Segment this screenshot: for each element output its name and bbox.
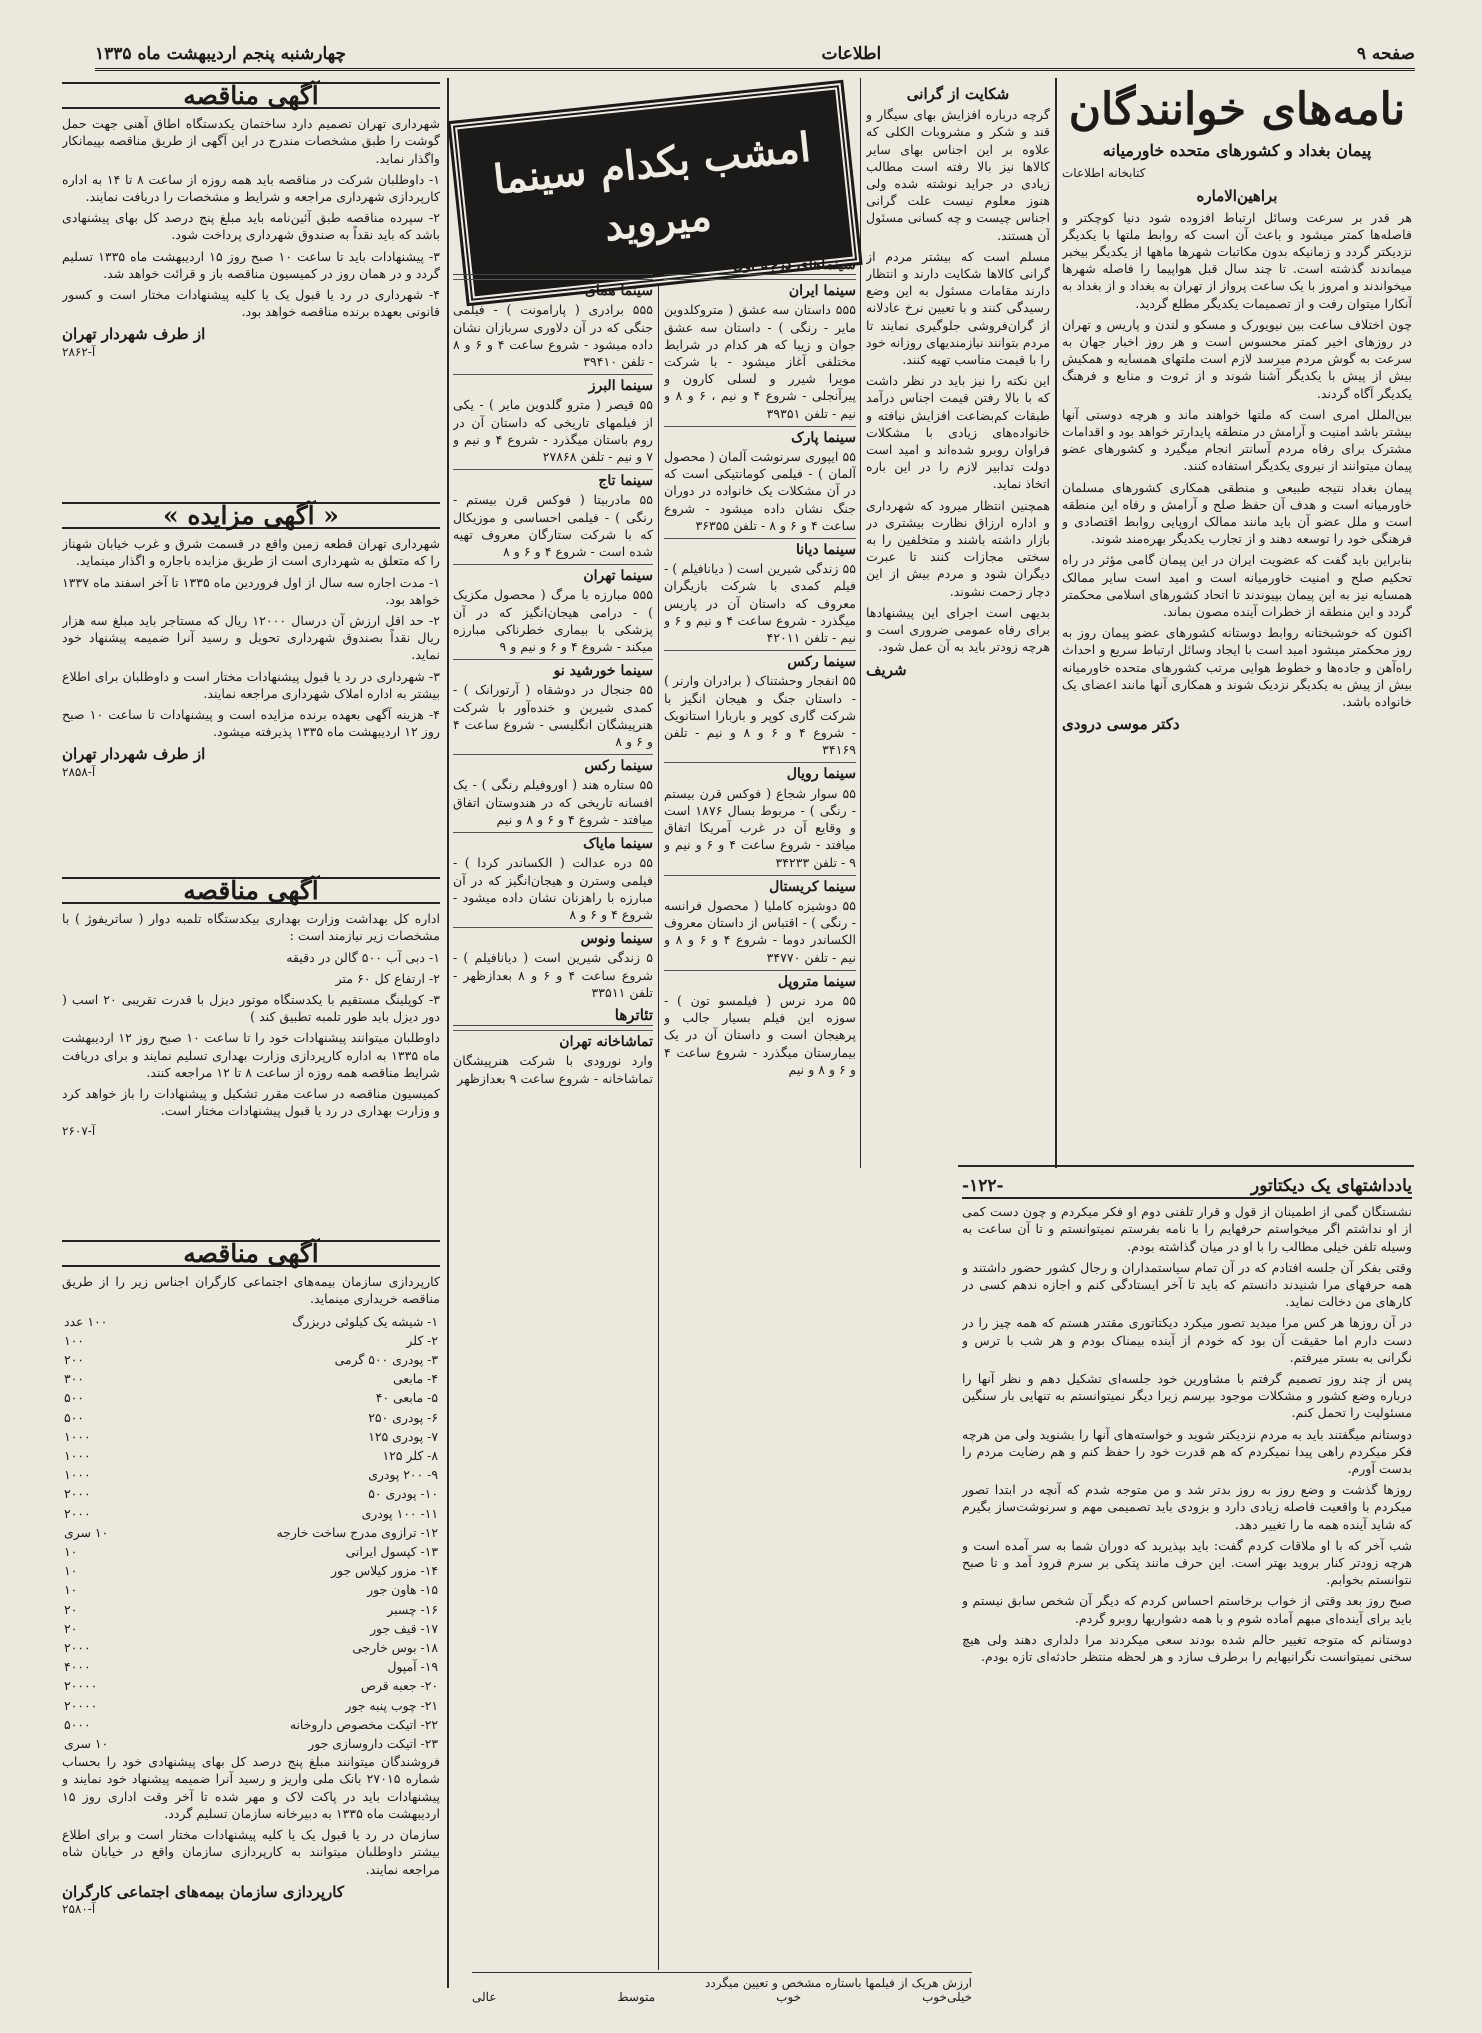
- cinema-listing: ۵۵۵ مبارزه با مرگ ( محصول مکزیک ) - درامی هیجان‌انگیز که در آن پزشکی با بیماری خطرناکی مبارزه میکند - شروع ۴ و ۶ و نیم و ۹: [453, 587, 653, 655]
- item-name: ۱۱- ۱۰۰ پودری: [361, 1505, 438, 1521]
- ad-paragraph: اداره کل بهداشت وزارت بهداری بیکدستگاه تلمبه دوار ( ساتریفوژ ) با مشخصات زیر نیازمند است :: [62, 911, 440, 944]
- cinema-name: سینما پارک: [664, 426, 856, 447]
- item-name: ۱۸- بوس خارجی: [352, 1640, 438, 1656]
- memoir-paragraph: صبح روز بعد وقتی از خواب برخاستم احساس کردم که دیگر آن شخص سابق نیستم و باید برای آینده‌ای مبهم آماده شوم و با همه دشواریها روبرو گردم.: [962, 1593, 1412, 1626]
- item-name: ۳- پودری ۵۰۰ گرمی: [334, 1352, 438, 1368]
- memoir-paragraph: دوستانم میگفتند باید به مردم نزدیکتر شوید و خواسته‌های آنها را بشنوید ولی من هرچه فکر میکردم راهی پیدا نمیکردم که هم قدرت خود را حفظ کنم و هم رضایت مردم را بدست آورم.: [962, 1426, 1412, 1477]
- item-name: ۲۱- چوب پنبه جور: [345, 1697, 438, 1713]
- cinema-listing: ۵۵ دوشیزه کاملیا ( محصول فرانسه - رنگی ) - اقتباس از داستان معروف الکساندر دوما - شروع ۴ و ۶ و ۸ و نیم - تلفن ۳۴۷۷۰: [664, 897, 856, 965]
- ad-paragraph: ۱- دبی آب ۵۰۰ گالن در دقیقه: [286, 949, 440, 965]
- item-quantity: ۱۰: [64, 1563, 78, 1579]
- complaint-signature: شریف: [866, 660, 907, 679]
- memoir-paragraph: پس از چند روز تصمیم گرفتم با مشاورین خود جلسه‌ای تشکیل دهم و نظر آنها را درباره وضع کشور و مشکلات موجود بپرسم زیرا دیگر نمیتوانستم به تنهایی بار سنگین مسئولیت را تحمل کنم.: [962, 1371, 1412, 1421]
- item-row: [62, 1369, 440, 1388]
- cinema-name: سینما مایاک: [453, 832, 653, 853]
- item-name: ۵- مابعی ۴۰: [375, 1390, 438, 1406]
- ad-signature: از طرف شهردار تهران: [62, 325, 206, 344]
- item-row: [62, 1484, 440, 1503]
- item-name: ۲- کلر: [406, 1332, 438, 1348]
- ad-paragraph: ۴- شهرداری در رد یا قبول یک یا کلیه پیشنهادات مختار است و کسور قانونی بعهده برنده مناقصه خواهد بود.: [62, 287, 440, 320]
- ad-title: آگهی مناقصه: [62, 877, 440, 904]
- complaint-paragraph: بدیهی است اجرای این پیشنهادها برای رفاه عمومی ضروری است و هرچه زودتر باید به آن عمل شود.: [866, 604, 1050, 655]
- cinema-listing: ۵۵۵ برادری ( پارامونت ) - فیلمی جنگی که در آن دلاوری سربازان نشان داده میشود - شروع ساعت ۴ و ۶ و ۸ - تلفن ۳۹۴۱۰: [453, 302, 653, 370]
- ad-tender-3: [62, 1238, 440, 1998]
- cinema-name: سینما رویال: [664, 762, 856, 783]
- item-row: [62, 1350, 440, 1369]
- memoir-series-number: -۱۲۲-: [962, 1178, 1004, 1196]
- cinema-name: سینما ونوس: [453, 927, 653, 948]
- memoir-paragraph: شب آخر که با او ملاقات کردم گفت: باید بپذیرید که دوران شما به سر آمده است و هرچه زودتر کنار بروید بهتر است. این حرف مانند پتکی بر سرم فرود آمد و تا صبح نتوانستم بخوابم.: [962, 1537, 1412, 1588]
- item-row: [62, 1715, 440, 1734]
- item-quantity: ۲۰۰۰: [64, 1640, 91, 1656]
- cinema-listing: ۵ زندگی شیرین است ( دیانافیلم ) - شروع ساعت ۴ و ۶ و ۸ بعدازظهر - تلفن ۳۳۵۱۱: [453, 950, 653, 1000]
- ad-paragraph: شهرداری تهران تصمیم دارد ساختمان یکدستگاه اطاق آهنی جهت حمل گوشت را طبق مشخصات مندرج در این آگهی از طریق مناقصه بپیمانکار واگذار نماید.: [62, 116, 440, 166]
- cinema-list: [664, 279, 856, 1078]
- items-table: [62, 1312, 440, 1754]
- item-row: [62, 1619, 440, 1638]
- item-quantity: ۵۰۰۰: [64, 1716, 91, 1732]
- ad-auction: [62, 500, 440, 880]
- item-name: ۴- مابعی: [393, 1371, 438, 1387]
- ad-reference: آ-۲۸۶۲: [62, 344, 96, 359]
- cinema-name: سینما البرز: [453, 374, 653, 395]
- theater-text: وارد نورودی با شرکت هنرپیشگان تماشاخانه - شروع ساعت ۹ بعدازظهر: [453, 1053, 653, 1086]
- letters-paragraph: پیمان بغداد نتیجه طبیعی و منطقی همکاری کشورهای مسلمان خاورمیانه است و هدف آن حفظ صلح و آرامش و رفاه این منطقه است و ملل عضو آن باید مانند ممالک اروپایی روابط اقتصادی و فرهنگی خود را توسعه دهند و از تجارب یکدیگر بهره‌مند شوند.: [1062, 479, 1412, 547]
- item-name: ۹- ۲۰۰ پودری: [368, 1467, 438, 1483]
- letters-paragraph: هر قدر بر سرعت وسائل ارتباط افزوده شود دنیا کوچکتر و فاصله‌ها کمتر میشود و باعث آن است که روابط ملتها با یکدیگر نزدیکتر گردد و زمانیکه بدون مکاتبات شهرها ماهها از یکدیگر بیخبر میماندند گذشته است. تا چند سال قبل هواپیما را فاصله شهرها میخواندند و امروز با یک ساعت پرواز از تهران به بغداد و از بغداد به آنکارا میتوان رفت و از تصمیمات یکدیگر مطلع گردید.: [1062, 209, 1412, 311]
- ad-paragraph: ۱- داوطلبان شرکت در مناقصه باید همه روزه از ساعت ۸ تا ۱۴ به اداره کارپردازی شهرداری مراجعه و شرایط و مشخصات را دریافت نمایند.: [62, 171, 440, 205]
- theaters-title: تئاترها: [453, 1007, 653, 1026]
- cinema-listing: ۵۵ مادربیتا ( فوکس قرن بیستم - رنگی ) - فیلمی احساسی و موزیکال که با شرکت ستارگان معروف تهیه شده است - شروع ۴ و ۶ و ۸: [453, 492, 653, 560]
- column-rule: [658, 245, 659, 1970]
- complaint-paragraph: گرچه درباره افزایش بهای سیگار و قند و شکر و مشروبات الکلی که علاوه بر این اجناس بهای سایر کالاها نیز بالا رفته است مطالب زیادی در جراید نوشته شده ولی هنوز معلوم نیست علت گرانی اجناس چیست و چه کسانی مسئول آن هستند.: [866, 107, 1050, 243]
- ad-paragraph: ۴- هزینه آگهی بعهده برنده مزایده است و پیشنهادات تا ساعت ۱۰ صبح روز ۱۲ اردیبهشت ماه ۱۳۳۵ پذیرفته میشود.: [62, 707, 440, 740]
- item-row: [62, 1504, 440, 1523]
- issue-date: چهارشنبه پنجم اردیبهشت ماه ۱۳۳۵: [95, 44, 346, 64]
- item-row: [62, 1600, 440, 1619]
- letters-title: نامه‌های خوانندگان: [1068, 84, 1406, 135]
- ad-paragraph: سازمان در رد یا قبول یک یا کلیه پیشنهادات مختار است و برای اطلاع بیشتر داوطلبان میتوانند به کارپردازی سازمان واقع در خیابان شاه مراجعه نمایند.: [62, 1827, 440, 1877]
- item-row: [62, 1676, 440, 1695]
- item-row: [62, 1542, 440, 1561]
- memoir-paragraph: در آن روزها هر کس مرا میدید تصور میکرد دیکتاتوری مقتدر هستم که همه چیز را در دست دارم اما حقیقت آن بود که خودم از آینده بیمناک بودم و هر شب با ترس و نگرانی به بستر میرفتم.: [962, 1315, 1412, 1365]
- cinema-name: سینما تاج: [453, 469, 653, 490]
- legend-title: ارزش هریک از فیلمها باستاره مشخص و تعیین میگردد: [705, 1976, 972, 1990]
- item-name: ۱۲- ترازوی مدرج ساخت خارجه: [276, 1524, 438, 1540]
- item-name: ۲۲- اتیکت مخصوص داروخانه: [289, 1716, 438, 1732]
- item-row: [62, 1657, 440, 1676]
- item-row: [62, 1696, 440, 1715]
- ad-paragraph: ۳- پیشنهادات باید تا ساعت ۱۰ صبح روز ۱۵ اردیبهشت ماه ۱۳۳۵ تسلیم گردد و در همان روز در کمیسیون مناقصه باز و قرائت خواهد شد.: [62, 248, 440, 281]
- item-row: [62, 1312, 440, 1331]
- ad-paragraph: کمیسیون مناقصه در ساعت مقرر تشکیل و پیشنهادات را باز خواهد کرد و وزارت بهداری در رد یا قبول پیشنهادات مختار است.: [62, 1086, 440, 1119]
- memoir-column: [962, 1178, 1412, 1988]
- ad-paragraph: ۳- کوپلینگ مستقیم با یکدستگاه موتور دیزل با قدرت تقریبی ۲۰ اسب ( دور دیزل باید طور تلمبه تطبیق کند ): [62, 992, 440, 1025]
- item-name: ۱۵- هاون جور: [367, 1582, 438, 1598]
- complaint-column: [866, 80, 1050, 1165]
- ad-paragraph: داوطلبان میتوانند پیشنهادات خود را تا ساعت ۱۰ صبح روز ۱۲ اردیبهشت ماه ۱۳۳۵ به اداره کارپردازی وزارت بهداری تسلیم نمایند و برای دریافت شرایط مناقصه همه روزه از ساعت ۸ تا ۱۲ مراجعه کنند.: [62, 1030, 440, 1080]
- ad-title: آگهی مناقصه: [62, 1240, 440, 1267]
- letters-paragraph: اکنون که خوشبختانه روابط دوستانه کشورهای عضو پیمان روز به روز محکمتر میشود امید است با ایجاد وسائل ارتباط سریع و احداث راه‌آهن و جاده‌ها و خطوط هوایی مرتب کشورهای متحده خاورمیانه بیش از پیش به یکدیگر نزدیک شوند و همکاری آنها مانند اعضای یک خانواده باشد.: [1062, 625, 1412, 710]
- theater-name: تماشاخانه تهران: [453, 1030, 653, 1051]
- item-name: ۱۴- مزور کیلاس جور: [331, 1563, 438, 1579]
- cinema-listing: ۵۵ جنجال در دوشقاه ( آرتورانک ) - کمدی شیرین و خنده‌آور با شرکت هنرپیشگان انگلیسی - شروع ساعت ۴ و ۶ و ۸: [453, 682, 653, 750]
- item-quantity: ۱۰: [64, 1582, 78, 1598]
- item-row: [62, 1734, 440, 1753]
- complaint-paragraph: مسلم است که بیشتر مردم از گرانی کالاها شکایت دارند و انتظار دارند مقامات مسئول به این وضع رسیدگی کنند و با تعیین نرخ عادلانه از گران‌فروشی جلوگیری نمایند تا مردم بتوانند نیازمندیهای روزانه خود را با قیمت مناسب تهیه کنند.: [866, 248, 1050, 368]
- item-quantity: ۲۰۰: [64, 1352, 84, 1368]
- item-quantity: ۱۰۰: [64, 1332, 84, 1348]
- cinema-banner: امشب بکدام سینما میروید: [451, 83, 860, 303]
- rating-legend: [472, 1972, 972, 2004]
- ad-paragraph: ۱- مدت اجاره سه سال از اول فروردین ماه ۱۳۳۵ تا آخر اسفند ماه ۱۳۳۷ خواهد بود.: [62, 574, 440, 607]
- item-quantity: ۵۰۰: [64, 1409, 84, 1425]
- item-name: ۷- پودری ۱۲۵: [368, 1428, 438, 1444]
- item-name: ۱۶- چسبر: [387, 1601, 438, 1617]
- item-name: ۱۹- آمپول: [387, 1659, 438, 1675]
- item-name: ۲۰- جعبه قرص: [360, 1678, 438, 1694]
- item-quantity: ۲۰۰۰: [64, 1486, 91, 1502]
- memoir-paragraph: روزها گذشت و وضع روز به روز بدتر شد و من متوجه شدم که آنچه در ابتدا تصور میکردم با واقعیت فاصله زیادی دارد و بزودی باید تصمیمی مهم و سرنوشت‌ساز بگیرم که شاید آینده همه ما را تغییر دهد.: [962, 1482, 1412, 1532]
- item-quantity: ۱۰۰۰: [64, 1428, 91, 1444]
- item-quantity: ۲۰: [64, 1601, 78, 1617]
- item-quantity: ۳۰۰: [64, 1371, 84, 1387]
- ad-paragraph: ۲- سپرده مناقصه طبق آئین‌نامه باید مبلغ پنج درصد کل بهای پیشنهادی باشد که باید نقداً به صندوق شهرداری پرداخت شود.: [62, 210, 440, 243]
- item-quantity: ۱۰۰ عدد: [64, 1313, 108, 1329]
- ad-paragraph: شهرداری تهران قطعه زمین واقع در قسمت شرق و غرب خیابان شهناز را که متعلق به شهرداری است از طریق مزایده باجاره و اگذار مینماید.: [62, 536, 440, 569]
- cinema-list: [453, 279, 653, 1001]
- item-row: [62, 1408, 440, 1427]
- cinema-name: سینما رکس: [664, 650, 856, 671]
- item-quantity: ۲۰: [64, 1620, 78, 1636]
- item-name: ۱۰- پودری ۵۰: [368, 1486, 438, 1502]
- ad-title: « آگهی مزایده »: [62, 502, 440, 529]
- cinema-name: سینما کریستال: [664, 875, 856, 896]
- legend-level: عالی: [472, 1990, 497, 2004]
- cinema-first-class: [664, 250, 856, 1950]
- memoir-series-label: یادداشتهای یک دیکتاتور: [1251, 1178, 1412, 1196]
- cinema-name: سینما دیانا: [664, 538, 856, 559]
- ad-paragraph: ۲- ارتفاع کل ۶۰ متر: [335, 970, 440, 986]
- column-rule: [447, 78, 449, 1988]
- column-rule: [1055, 78, 1057, 1168]
- item-row: [62, 1523, 440, 1542]
- cinema-name: سینما ایران: [664, 279, 856, 300]
- cinema-listing: ۵۵ دره عدالت ( الکساندر کردا ) - فیلمی وسترن و هیجان‌انگیز که در آن مبارزه با راهزنان نشان داده میشود - شروع ۴ و ۶ و ۸: [453, 855, 653, 922]
- page-header: [95, 38, 1415, 71]
- item-row: [62, 1561, 440, 1580]
- item-name: ۶- پودری ۲۵۰: [368, 1409, 438, 1425]
- complaint-title: شکایت از گرانی: [906, 85, 1010, 103]
- item-name: ۸- کلر ۱۲۵: [382, 1448, 438, 1464]
- cinema-section-title: سینماهای درجه اول :: [664, 256, 856, 275]
- legend-level: متوسط: [617, 1990, 656, 2004]
- cinema-name: سینما تهران: [453, 564, 653, 585]
- letters-paragraph: بین‌الملل امری است که ملتها خواهند ماند و هرچه دوستی آنها بیشتر باشد امنیت و آرامش در منطقه پایدارتر خواهد بود و اقدامات مشترک برای رفاه مردم آسانتر انجام میگیرد و کشورهای عضو پیمان میتوانند از نیروی یکدیگر استفاده کنند.: [1062, 406, 1412, 474]
- item-quantity: ۲۰۰۰۰: [64, 1697, 98, 1713]
- column-rule: [860, 78, 861, 1168]
- cinema-listing: ۵۵۵ داستان سه عشق ( متروکلدوین مایر - رنگی ) - داستان سه عشق جوان و زیبا که هر کدام در شرایط مختلفی آغاز میشود - با شرکت مویرا شیرر و لسلی کارون و پیرآنجلی - شروع ۴ و نیم ، ۶ و ۸ و نیم - تلفن ۳۹۳۵۱: [664, 302, 856, 421]
- item-row: [62, 1638, 440, 1657]
- memoir-paragraph: نشستگان گمی از اطمینان از قول و قرار تلفنی دوم او فکر میکردم و چون دست کمی از او نداشتم اگر میخواستم حرفهایم را با نامه بفرستم نمیتوانستم و تا آن ساعت به وسیله تلفن خیلی مطالب را با او در میان گذاشته بودم.: [962, 1204, 1412, 1254]
- memoir-paragraph: وقتی بفکر آن جلسه افتادم که در آن تمام سیاستمداران و رجال کشور حضور داشتند و همه حرفهای مرا شنیدند دانستم که باید تا آخر ایستادگی کنم و اجازه ندهم کسی در کارهای من دخالت نماید.: [962, 1259, 1412, 1310]
- cinema-listing: ۵۵ مرد نرس ( فیلمسو تون ) - سوزه این فیلم بسیار جالب و پرهیجان است و داستان آن در یک بیمارستان میگذرد - شروع ساعت ۴ و ۶ و ۸ و نیم: [664, 992, 856, 1077]
- item-quantity: ۱۰: [64, 1544, 78, 1560]
- section-rule: [958, 1165, 1414, 1167]
- cinema-name: سینما متروپل: [664, 970, 856, 991]
- item-row: [62, 1331, 440, 1350]
- item-name: ۲۳- اتیکت داروسازی جور: [308, 1736, 438, 1752]
- cinema-listing: ۵۵ ستاره هند ( اوروفیلم رنگی ) - یک افسانه تاریخی که در هندوستان اتفاق میافتد - شروع ۴ و ۶ و ۸ و نیم: [453, 777, 653, 827]
- ad-reference: آ-۲۶۰۷: [62, 1124, 96, 1139]
- item-quantity: ۲۰۰۰: [64, 1505, 91, 1521]
- item-name: ۱۷- قیف جور: [370, 1620, 438, 1636]
- item-quantity: ۴۰۰۰: [64, 1659, 91, 1675]
- cinema-name: سینما خورشید نو: [453, 659, 653, 680]
- ad-paragraph: فروشندگان میتوانند مبلغ پنج درصد کل بهای پیشنهادی خود را بحساب شماره ۲۷۰۱۵ بانک ملی واریز و رسید آنرا ضمیمه پیشنهاد خود نمایند و پیشنهادات باید در پاکت لاک و مهر شده تا آخر وقت اداری روز ۱۵ اردیبهشت ماه ۱۳۳۵ به دبیرخانه سازمان تسلیم گردد.: [62, 1754, 440, 1821]
- ad-reference: آ-۲۵۸۰: [62, 1901, 96, 1916]
- ad-paragraph: ۲- حد اقل ارزش آن درسال ۱۲۰۰۰ ریال که مستاجر باید مبلغ سه هزار ریال نقداً بصندوق شهرداری تحویل و رسید آنرا ضمیمه پیشنهاد خود نماید.: [62, 613, 440, 663]
- letters-column: [1062, 80, 1412, 1165]
- cinema-name: سینما همای: [453, 279, 653, 300]
- memoir-paragraph: دوستانم که متوجه تغییر حالم شده بودند سعی میکردند مرا دلداری دهند ولی هیچ سخنی نمیتوانست نگرانیهایم را برطرف سازد و هر لحظه منتظر حادثه‌ای تازه بودم.: [962, 1631, 1412, 1665]
- item-row: [62, 1446, 440, 1465]
- cinema-second-class: [453, 250, 653, 1950]
- cinema-listing: ۵۵ زندگی شیرین است ( دیانافیلم ) - فیلم کمدی با شرکت بازیگران معروف که داستان آن در پاریس میگذرد - شروع ساعت ۴ و نیم و ۶ و نیم - تلفن ۴۲۰۱۱: [664, 561, 856, 646]
- item-quantity: ۱۰ سری: [64, 1736, 109, 1752]
- cinema-name: سینما رکس: [453, 754, 653, 775]
- letters-paragraph: چون اختلاف ساعت بین نیویورک و مسکو و لندن و پاریس و تهران در روزهای اخیر کمتر محسوس است و هر روز اخبار جهان به سرعت به گوش مردم میرسد لازم است ملتهای همسایه و همکیش بیش از پیش با یکدیگر آشنا شوند و از ثروت و منابع و فرهنگ یکدیگر آگاه گردند.: [1062, 316, 1412, 401]
- item-row: [62, 1580, 440, 1599]
- page-number: صفحه ۹: [1356, 44, 1415, 64]
- letters-heading: براهین‌الاماره: [1196, 187, 1278, 206]
- legend-level: خوب: [776, 1990, 802, 2004]
- item-quantity: ۱۰ سری: [64, 1524, 109, 1540]
- ad-title: آگهی مناقصه: [62, 82, 440, 109]
- ad-paragraph: ۳- شهرداری در رد یا قبول پیشنهادات مختار است و داوطلبان برای اطلاع بیشتر به اداره املاک شهرداری مراجعه نمایند.: [62, 668, 440, 701]
- ad-reference: آ-۲۸۵۸: [62, 764, 96, 779]
- letters-subtitle: پیمان بغداد و کشورهای متحده خاورمیانه: [1102, 141, 1372, 160]
- ad-intro: کارپردازی سازمان بیمه‌های اجتماعی کارگران اجناس زیر را از طریق مناقصه خریداری مینماید.: [62, 1274, 440, 1307]
- item-name: ۱۳- کپسول ایرانی: [345, 1544, 438, 1560]
- ad-signature: از طرف شهردار تهران: [62, 745, 206, 764]
- item-quantity: ۱۰۰۰: [64, 1467, 91, 1483]
- ad-tender-2: [62, 875, 440, 1235]
- cinema-listing: ۵۵ سوار شجاع ( فوکس قرن بیستم - رنگی ) - مربوط بسال ۱۸۷۶ است و وقایع آن در غرب آمریکا اتفاق میافتد - شروع ساعت ۴ و ۶ و نیم و ۹ - تلفن ۳۴۲۳۳: [664, 785, 856, 870]
- complaint-paragraph: این نکته را نیز باید در نظر داشت که با بالا رفتن قیمت اجناس درآمد طبقات کم‌بضاعت افزایش نیافته و خانواده‌های زیادی با مشکلات فراوان روبرو شده‌اند و امید است دولت تدابیر لازم را در این باره اتخاذ نماید.: [866, 373, 1050, 492]
- memoir-series-header: [962, 1178, 1412, 1199]
- item-row: [62, 1427, 440, 1446]
- item-row: [62, 1465, 440, 1484]
- letters-reference: کتابخانه اطلاعات: [1062, 166, 1146, 181]
- cinema-listing: ۵۵ ایپوری سرنوشت آلمان ( محصول آلمان ) - فیلمی کومانتیکی است که در آن مشکلات یک خانواده در دوران جنگ نشان داده میشود - شروع ساعت ۴ و ۶ و ۸ - تلفن ۳۶۳۵۵: [664, 449, 856, 533]
- cinema-listing: ۵۵ قیصر ( مترو گلدوین مایر ) - یکی از فیلمهای تاریخی که داستان آن در روم باستان میگذرد - شروع ۴ و نیم و ۷ و نیم - تلفن ۲۷۸۶۸: [453, 397, 653, 465]
- legend-level: خیلی‌خوب: [922, 1990, 972, 2004]
- complaint-paragraph: همچنین انتظار میرود که شهرداری و اداره ارزاق نظارت بیشتری در بازار داشته باشند و متخلفین را به سختی مجازات کنند تا عبرت دیگران شود و مردم بیش از این دچار زحمت نشوند.: [866, 497, 1050, 599]
- cinema-section-title: سینماهای درجه دوم :: [453, 256, 653, 275]
- item-quantity: ۵۰۰: [64, 1390, 84, 1406]
- item-name: ۱- شیشه یک کیلوئی دربزرگ: [292, 1313, 438, 1329]
- letters-signature: دکتر موسی درودی: [1062, 715, 1180, 734]
- item-quantity: ۱۰۰۰: [64, 1448, 91, 1464]
- item-row: [62, 1388, 440, 1407]
- letters-paragraph: بنابراین باید گفت که عضویت ایران در این پیمان گامی مؤثر در راه تحکیم صلح و امنیت خاورمیانه است و امید است سایر ممالک همسایه نیز به این پیمان بپیوندند تا اتحاد کشورهای اسلامی محکمتر گردد و این منطقه از خطرات آینده مصون بماند.: [1062, 552, 1412, 620]
- cinema-banner-wrap: [455, 95, 855, 251]
- ad-signature: کارپردازی سازمان بیمه‌های اجتماعی کارگران: [62, 1882, 344, 1901]
- newspaper-name: اطلاعات: [821, 44, 882, 64]
- cinema-listing: ۵۵ انفجار وحشتناک ( برادران وارنر ) - داستان جنگ و هیجان انگیز با شرکت گاری کوپر و باربارا استانویک - شروع ۴ و ۶ و ۸ و نیم - تلفن ۳۴۱۶۹: [664, 673, 856, 758]
- item-quantity: ۲۰۰۰۰: [64, 1678, 98, 1694]
